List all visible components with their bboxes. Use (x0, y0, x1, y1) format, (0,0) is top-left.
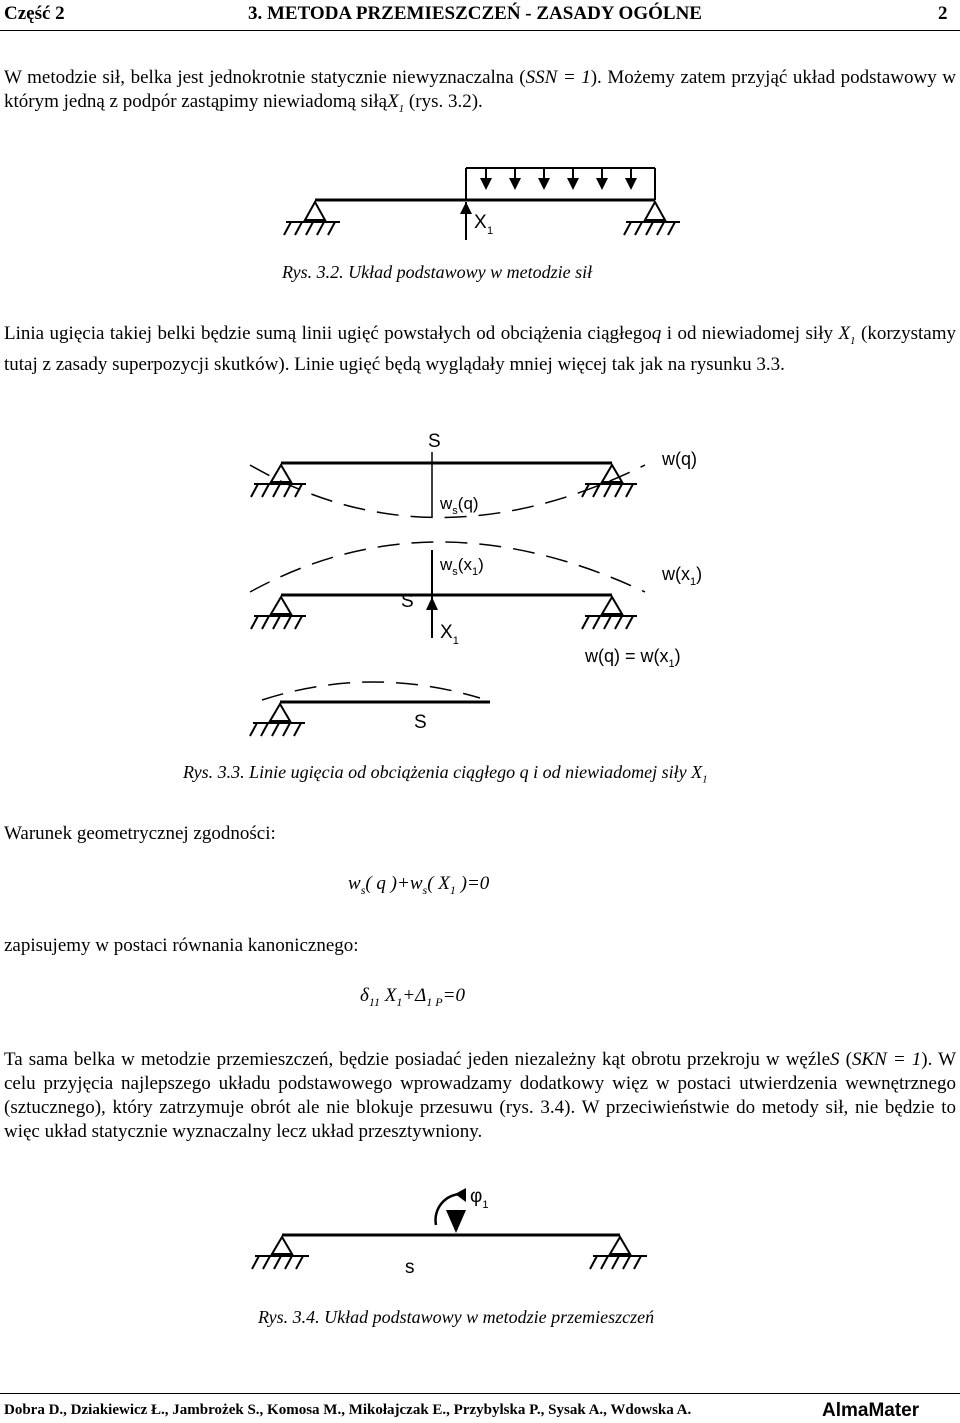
node-s-label-1: S (428, 431, 441, 452)
footer-rule (0, 1393, 960, 1394)
x1-label: X (474, 212, 487, 233)
ws-x1-label: $w_s(x_1)$ (440, 555, 484, 578)
paragraph-4: zapisujemy w postaci równania kanonicznego: (4, 935, 359, 956)
footer-authors: Dobra D., Dziakiewicz Ł., Jambrożek S., Komosa M., Mikołajczak E., Przybylska P., Sysak A., Wdowska A. (4, 1402, 692, 1418)
header-part: Część 2 (4, 3, 65, 24)
header-rule (0, 30, 960, 31)
page-number: 2 (938, 3, 948, 24)
equation-canonical: $\delta_{11}$ $X_1+\Delta_{1 P}=0$ (360, 985, 465, 1009)
phi1-label: $\varphi_1$ (470, 1186, 489, 1211)
x1-force-label: $X_1$ (440, 622, 459, 647)
paragraph-5: Ta sama belka w metodzie przemieszczeń, będzie posiadać jeden niezależny kąt obrotu przekroju w węźleS (SKN = 1). W celu przyjęcia najlepszego układu podstawowego wprowadzamy dodatkowy więz w postaci utwierdzenia wewnętrznego (sztucznego), który zatrzymuje obrót ale nie blokuje przesuwu (rys. 3.4). W przeciwieństwie do metody sił, nie będzie to więc układ statycznie wyznaczalny lecz układ przesztywniony. (4, 1049, 957, 1142)
artificial-clamp-icon (446, 1210, 466, 1233)
ws-q-label: $w_s(q)$ (440, 494, 479, 517)
node-s-label-4: s (405, 1257, 415, 1278)
node-s-label-2: S (401, 591, 414, 612)
x1-subscript: 1 (487, 225, 494, 237)
compatibility-label: $w(q) = w(x_1)$ (585, 646, 681, 670)
footer-brand: AlmaMater (822, 1400, 920, 1421)
equation-compatibility: $w_s$( q )$+w_s$( $X_1$ )=0 (348, 873, 490, 897)
paragraph-3: Warunek geometrycznej zgodności: (4, 823, 276, 844)
paragraph-1: W metodzie sił, belka jest jednokrotnie statycznie niewyznaczalna (SSN = 1). Możemy zatem przyjąć układ podstawowy w którym jedną z podpór zastąpimy niewiadomą siłąX$_1$ (rys. 3.2). (4, 67, 956, 115)
figure-3-2 (0, 150, 960, 260)
header-chapter: 3. METODA PRZEMIESZCZEŃ - ZASADY OGÓLNE (248, 3, 702, 24)
caption-3-2: Rys. 3.2. Układ podstawowy w metodzie sił (282, 262, 593, 282)
figure-3-3 (0, 420, 960, 760)
figure-3-4 (0, 1180, 960, 1300)
caption-3-3: Rys. 3.3. Linie ugięcia od obciążenia ciągłego q i od niewiadomej siły $X_1$ (183, 762, 708, 786)
w-x1-label: $w(x_1)$ (662, 564, 703, 588)
caption-3-4: Rys. 3.4. Układ podstawowy w metodzie przemieszczeń (258, 1307, 655, 1327)
node-s-label-3: S (414, 712, 427, 733)
paragraph-2: Linia ugięcia takiej belki będzie sumą linii ugięć powstałych od obciążenia ciągłegoq i od niewiadomej siły $X_1$ (korzystamy tutaj z zasady superpozycji skutków). Linie ugięć będą wyglądały mniej więcej tak jak na rysunku 3.3. (4, 323, 956, 375)
w-q-label: w(q) (662, 449, 697, 469)
